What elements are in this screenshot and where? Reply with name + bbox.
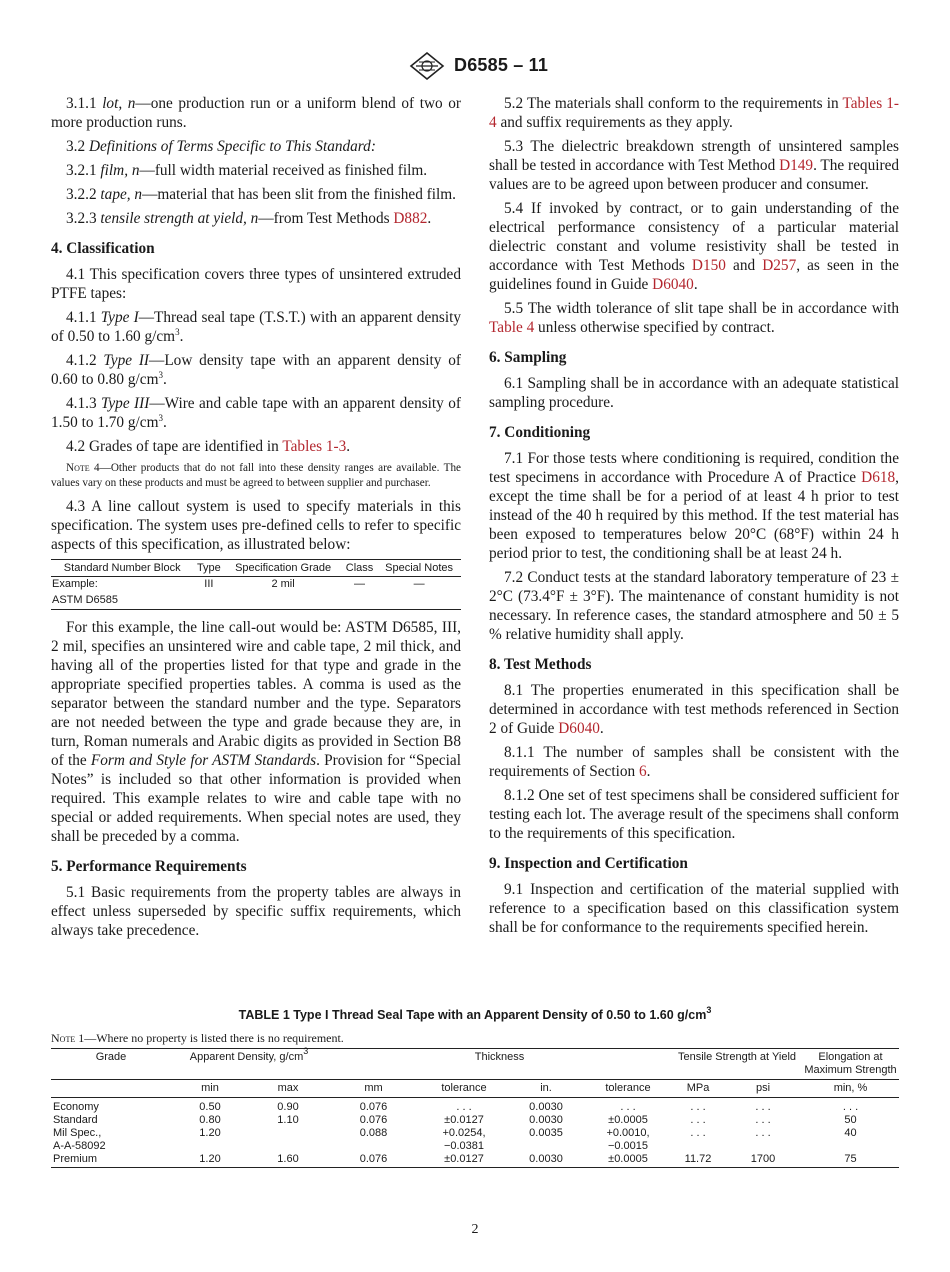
subheader: MPa [672, 1080, 724, 1098]
callout-header: Class [342, 560, 377, 577]
para-4-3: 4.3 A line callout system is used to specify materials in this specification. The system uses pre-defined cells to refer to specific aspects of this specification, as illustrated below: [51, 498, 461, 553]
callout-cell: — [354, 578, 366, 590]
para-8-1: 8.1 The properties enumerated in this specification shall be determined in accordance with test methods referenced in Section 2 of Guide D6040. [489, 682, 899, 737]
note-4: Note 4—Other products that do not fall into these density ranges are available. The values vary on these products and must be agreed to between supplier and purchaser. [51, 462, 461, 489]
link-d6040[interactable]: D6040 [558, 720, 600, 737]
para-5-3: 5.3 The dielectric breakdown strength of unsintered samples shall be tested in accordance with Test Method D149. The required values are to be agreed upon between producer and consumer. [489, 138, 900, 193]
para-6-1: 6.1 Sampling shall be in accordance with an adequate statistical sampling procedure. [489, 375, 899, 411]
astm-logo-icon [409, 52, 445, 80]
link-d882[interactable]: D882 [393, 210, 428, 227]
callout-cell: — [413, 578, 425, 590]
para-5-4: 5.4 If invoked by contract, or to gain understanding of the electrical performance consistency of a particular material dielectric constant and volume resistivity shall be tested in accordance with Test Methods D150 and D257, as seen in the guidelines found in Guide D6040. [489, 200, 899, 293]
para-3-1-1: 3.1.1 lot, n—one production run or a uniform blend of two or more production runs. [51, 95, 461, 131]
para-4-1-1: 4.1.1 Type I—Thread seal tape (T.S.T.) with an apparent density of 0.50 to 1.60 $g/cm^3$. [51, 309, 461, 345]
para-example: For this example, the line call-out would be: ASTM D6585, III, 2 mil, specifies an unsintered wire and cable tape, 2 mil thick, and having all of the properties listed for that type and grade in the appropriate specified properties tables. A comma is used as the separator between the standard number and the type. Separators are not needed between the type and grade because they are, in turn, Roman numerals and Arabic digits as provided in Section B8 of the Form and Style for ASTM Standards. Provision for “Special Notes” is included so that other information is provided when required. This example relates to wire and cable tape with no special or added requirements. When special notes are used, they shall be preceded by a comma. [51, 619, 461, 845]
section-6-heading: 6. Sampling [489, 349, 567, 366]
para-9-1: 9.1 Inspection and certification of the material supplied with reference to a specification based on this classification system shall be for conformance to the requirements specified herein. [489, 881, 899, 936]
link-tables-1-4[interactable]: Tables 1-4 [489, 95, 899, 131]
left-column [51, 94, 461, 945]
link-d6040[interactable]: D6040 [652, 276, 694, 293]
table-1 [51, 1005, 899, 1168]
header-elongation: Elongation at Maximum Strength [802, 1049, 899, 1080]
table-row: Mil Spec., A-A-58092 1.20 0.088 +0.0254, −0.0381 0.0035 +0.0010, −0.0015 . . . . . . 40 [53, 1127, 857, 1152]
para-5-2: 5.2 The materials shall conform to the requirements in Tables 1-4 and suffix requirements as they apply. [489, 95, 899, 131]
para-3-2: 3.2 Definitions of Terms Specific to This Standard: [66, 138, 376, 155]
subheader: in. [508, 1080, 584, 1098]
callout-cell: Example: [52, 578, 98, 590]
para-3-2-1: 3.2.1 film, n—full width material received as finished film. [66, 162, 428, 179]
para-4-2: 4.2 Grades of tape are identified in Tables 1-3. [66, 438, 351, 455]
section-5-heading: 5. Performance Requirements [51, 858, 247, 875]
link-d149[interactable]: D149 [779, 157, 814, 174]
para-4-1-2: 4.1.2 Type II—Low density tape with an apparent density of 0.60 to 0.80 $g/cm^3$. [51, 352, 461, 388]
link-d257[interactable]: D257 [762, 257, 797, 274]
section-4-heading: 4. Classification [51, 240, 155, 257]
subheader: min, % [802, 1080, 899, 1098]
document-id: D6585 – 11 [454, 55, 549, 75]
section-7-heading: 7. Conditioning [489, 424, 591, 441]
callout-header: Type [193, 560, 224, 577]
section-9-heading: 9. Inspection and Certification [489, 855, 688, 872]
callout-header: Standard Number Block [51, 560, 193, 577]
table-row: Premium 1.20 1.60 0.076 ±0.0127 0.0030 ±0.0005 11.72 1700 75 [51, 1153, 899, 1168]
para-5-1: 5.1 Basic requirements from the property tables are always in effect unless superseded by specific suffix requirements, which always take precedence. [51, 884, 461, 939]
callout-cell: III [204, 578, 214, 590]
link-tables-1-3[interactable]: Tables 1-3 [282, 438, 347, 455]
para-8-1-1: 8.1.1 The number of samples shall be consistent with the requirements of Section 6. [489, 744, 899, 780]
table-1-grid [51, 1048, 899, 1168]
subheader: max [249, 1080, 327, 1098]
link-section-6[interactable]: 6 [638, 763, 647, 780]
subheader: tolerance [584, 1080, 672, 1098]
page-header [0, 52, 950, 84]
table-1-note: Note 1—Where no property is listed there is no requirement. [51, 1031, 344, 1045]
para-7-2: 7.2 Conduct tests at the standard laboratory temperature of 23 ± 2°C (73.4°F ± 3°F). The maintenance of constant humidity is not necessary. In reference cases, the standard atmosphere and 50 ± 5 % relative humidity shall apply. [489, 569, 899, 643]
header-density: Apparent Density, $g/cm^3$ [171, 1049, 327, 1080]
subheader: min [171, 1080, 249, 1098]
para-7-1: 7.1 For those tests where conditioning is required, condition the test specimens in accordance with Procedure A of Practice D618, except the time shall be for a period of at least 4 h prior to test instead of the 40 h required by this method. If the test material has been exposed to temperatures below 20°C (68°F) within 24 h period prior to test, the conditioning shall be at least 24 h. [489, 450, 899, 562]
section-8-heading: 8. Test Methods [489, 656, 592, 673]
callout-cell: 2 mil [271, 578, 295, 590]
table-row: Economy 0.50 0.90 0.076 . . . 0.0030 . . . . . . . . . . . . [53, 1101, 859, 1113]
para-4-1: 4.1 This specification covers three types of unsintered extruded PTFE tapes: [51, 266, 461, 302]
table-row: Standard 0.80 1.10 0.076 ±0.0127 0.0030 ±0.0005 . . . . . . 50 [53, 1114, 857, 1126]
callout-table [51, 559, 461, 610]
link-table-4[interactable]: Table 4 [489, 319, 535, 336]
para-8-1-2: 8.1.2 One set of test specimens shall be considered sufficient for testing each lot. The average result of the specimens shall conform to the requirements of this specification. [489, 787, 899, 842]
callout-cell: ASTM D6585 [51, 593, 193, 610]
subheader: tolerance [420, 1080, 508, 1098]
table-1-title: TABLE 1 Type I Thread Seal Tape with an Apparent Density of 0.50 to 1.60 $g/cm^3$ [238, 1005, 712, 1022]
page-number: 2 [471, 1222, 479, 1237]
link-d150[interactable]: D150 [691, 257, 726, 274]
para-3-2-3: 3.2.3 tensile strength at yield, n—from Test Methods D882. [66, 210, 432, 227]
header-thickness: Thickness [327, 1049, 672, 1080]
para-4-1-3: 4.1.3 Type III—Wire and cable tape with an apparent density of 1.50 to 1.70 $g/cm^3$. [51, 395, 461, 431]
subheader: mm [327, 1080, 420, 1098]
para-5-5: 5.5 The width tolerance of slit tape shall be in accordance with Table 4 unless otherwise specified by contract. [489, 300, 899, 336]
link-d618[interactable]: D618 [861, 469, 896, 486]
callout-header: Specification Grade [224, 560, 341, 577]
header-grade: Grade [51, 1049, 171, 1080]
right-column [489, 94, 899, 942]
callout-header: Special Notes [377, 560, 461, 577]
header-tensile: Tensile Strength at Yield [672, 1049, 802, 1080]
subheader: psi [724, 1080, 802, 1098]
para-3-2-2: 3.2.2 tape, n—material that has been slit from the finished film. [66, 186, 456, 203]
